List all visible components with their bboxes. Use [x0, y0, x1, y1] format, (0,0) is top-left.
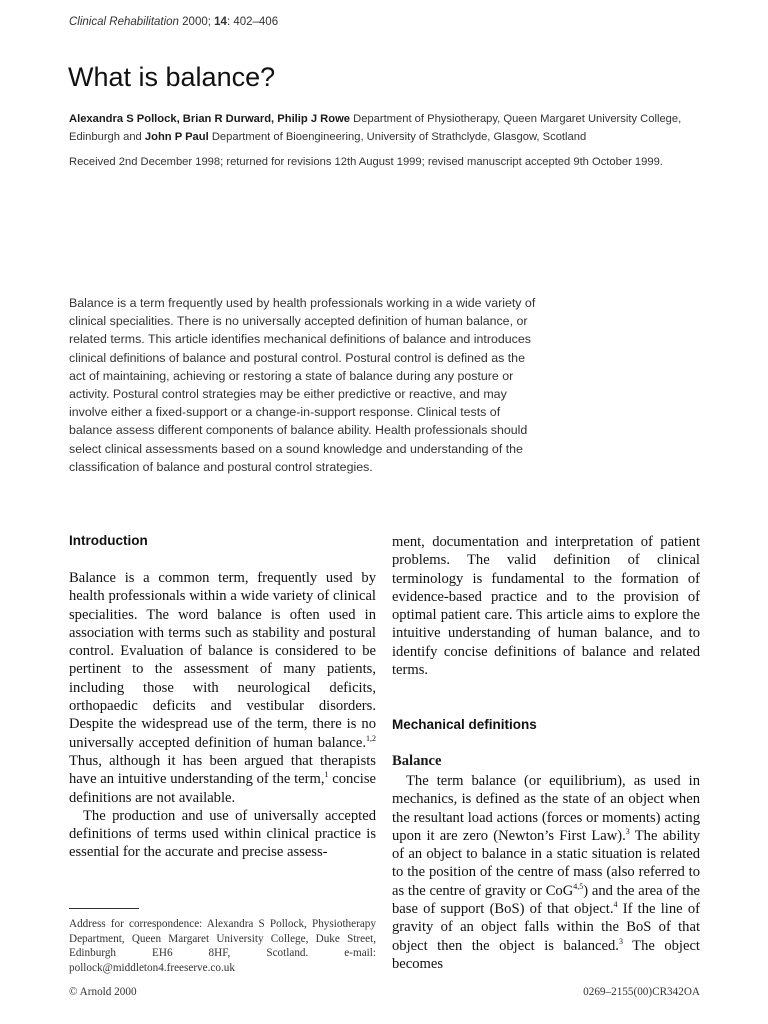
mechanical-paragraph: The term balance (or equilibrium), as used in mechanics, is defined as the state of an object when the resultant load actions (forces or moments) acting upon it are zero (Newton’s First Law).$^3$ The ability of an object to balance in a static situation is related to the position of the centre of mass (also referred to as the centre of gravity or CoG$^{4,5}$) and the area of the base of support (BoS) of that object.$^4$ If the line of gravity of an object falls within the BoS of that object then the object is balanced.$^3$ The object becomes [392, 773, 701, 972]
authors-affiliations [69, 110, 709, 146]
journal-volume: 14 [214, 16, 227, 28]
authors-group-1: Alexandra S Pollock, Brian R Durward, Philip J Rowe [69, 113, 350, 125]
footnote-divider [69, 908, 139, 909]
affiliation-1: Department of Physiotherapy, Queen Margaret University College, Edinburgh and [69, 113, 682, 143]
citation-ref: 3 [625, 827, 630, 837]
article-title: What is balance? [68, 62, 276, 92]
intro-paragraph-2: The production and use of universally accepted definitions of terms used within clinical practice is essential for the accurate and precise assess- [69, 807, 376, 861]
citation-ref: 1 [324, 770, 329, 780]
balance-subheading: Balance [392, 753, 442, 769]
affiliation-2: Department of Bioengineering, University of Strathclyde, Glasgow, Scotland [208, 131, 587, 143]
introduction-heading: Introduction [69, 533, 148, 548]
citation-ref: 3 [618, 936, 623, 946]
journal-year: 2000; [182, 16, 211, 28]
citation-ref: 4,5 [573, 881, 584, 891]
mechanical-definitions-heading: Mechanical definitions [392, 717, 537, 732]
right-column-bottom [392, 772, 700, 973]
right-column-top [392, 533, 700, 679]
received-dates: Received 2nd December 1998; returned for revisions 12th August 1999; revised manuscript accepted 9th October 1999. [69, 156, 663, 168]
abstract: Balance is a term frequently used by health professionals working in a wide variety of clinical specialities. There is no universally accepted definition of human balance, or related terms. This article identifies mechanical definitions of balance and introduces clinical definitions of balance and postural control. Postural control is defined as the act of maintaining, achieving or restoring a state of balance during any posture or activity. Postural control strategies may be either predictive or reactive, and may involve either a fixed-support or a change-in-support response. Clinical tests of balance assess different components of balance ability. Health professionals should select clinical assessments based on a sound knowledge and understanding of the classification of balance and postural control strategies. [69, 296, 536, 474]
correspondence-footnote: Address for correspondence: Alexandra S Pollock, Physiotherapy Department, Queen Margaret University College, Duke Street, Edinburgh EH6 8HF, Scotland. e-mail: pollock@middleton4.freeserve.co.uk [69, 918, 376, 974]
left-column [69, 569, 376, 862]
article-code: 0269–2155(00)CR342OA [583, 986, 700, 998]
citation-ref: 1,2 [366, 733, 376, 743]
copyright: © Arnold 2000 [69, 986, 137, 998]
authors-group-2: John P Paul [144, 131, 209, 143]
journal-pages: : 402–406 [226, 16, 279, 28]
intro-paragraph-2-continued: ment, documentation and interpretation of patient problems. The valid definition of clinical terminology is fundamental to the formation of evidence-based practice and to the provision of optimal patient care. This article aims to explore the intuitive understanding of human balance, and to identify concise definitions of balance and related terms. [392, 534, 700, 679]
journal-name: Clinical Rehabilitation [69, 16, 179, 28]
citation-ref: 4 [613, 900, 618, 910]
intro-paragraph-1: Balance is a common term, frequently used by health professionals within a wide variety of clinical specialities. The word balance is often used in association with terms such as stability and postural control. Evaluation of balance is considered to be pertinent to the assessment of many patients, including those with neurological deficits, orthopaedic deficits and vestibular disorders. Despite the widespread use of the term, there is no universally accepted definition of human balance.$^{1,2}$ Thus, although it has been argued that therapists have an intuitive understanding of the term,$^1$ concise definitions are not available. [69, 570, 376, 806]
journal-citation [69, 16, 278, 28]
